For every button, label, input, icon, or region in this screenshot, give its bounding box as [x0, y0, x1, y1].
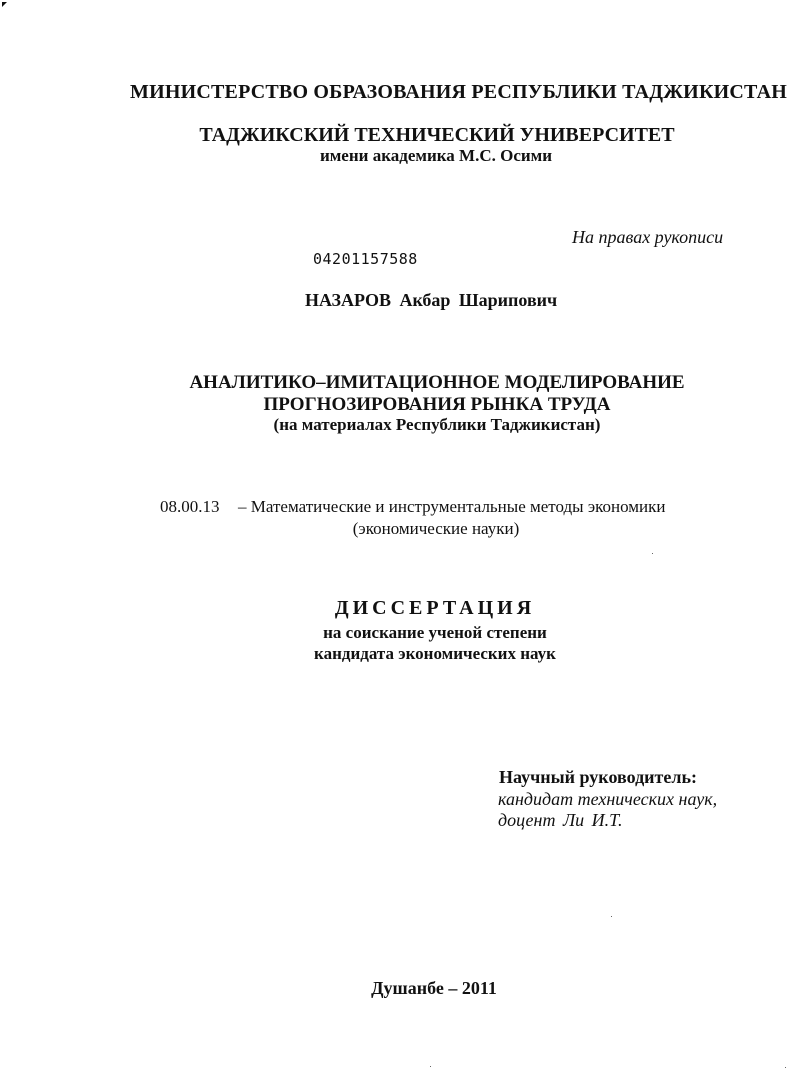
- thesis-title-line-3: (на материалах Республики Таджикистан): [273, 415, 601, 434]
- manuscript-note: На правах рукописи: [572, 227, 724, 247]
- scan-corner-mark: [2, 2, 7, 7]
- ministry-heading: МИНИСТЕРСТВО ОБРАЗОВАНИЯ РЕСПУБЛИКИ ТАДЖИКИСТАН: [130, 81, 787, 103]
- scan-speck: [652, 553, 653, 554]
- registration-number: 04201157588: [313, 250, 418, 268]
- scan-speck: [611, 916, 612, 917]
- thesis-title-line-2: ПРОГНОЗИРОВАНИЯ РЫНКА ТРУДА: [263, 394, 611, 415]
- supervisor-degree: кандидат технических наук,: [498, 789, 718, 809]
- author-name: НАЗАРОВ Акбар Шарипович: [305, 290, 558, 310]
- specialty-field: (экономические науки): [352, 519, 520, 538]
- scan-speck: [430, 1066, 431, 1067]
- document-type: ДИССЕРТАЦИЯ: [334, 597, 536, 619]
- degree-line-1: на соискание ученой степени: [323, 623, 547, 642]
- supervisor-label: Научный руководитель:: [499, 767, 697, 787]
- thesis-title-line-1: АНАЛИТИКО–ИМИТАЦИОННОЕ МОДЕЛИРОВАНИЕ: [189, 372, 685, 393]
- city-year: Душанбе – 2011: [371, 978, 497, 998]
- specialty-name: – Математические и инструментальные методы экономики: [238, 497, 666, 516]
- supervisor-name: доцент Ли И.Т.: [498, 810, 623, 830]
- degree-line-2: кандидата экономических наук: [314, 644, 556, 663]
- specialty-code: 08.00.13: [160, 497, 220, 516]
- scan-speck: [785, 1067, 786, 1068]
- university-subheading: имени академика М.С. Осими: [319, 146, 553, 165]
- university-heading: ТАДЖИКСКИЙ ТЕХНИЧЕСКИЙ УНИВЕРСИТЕТ: [199, 124, 675, 146]
